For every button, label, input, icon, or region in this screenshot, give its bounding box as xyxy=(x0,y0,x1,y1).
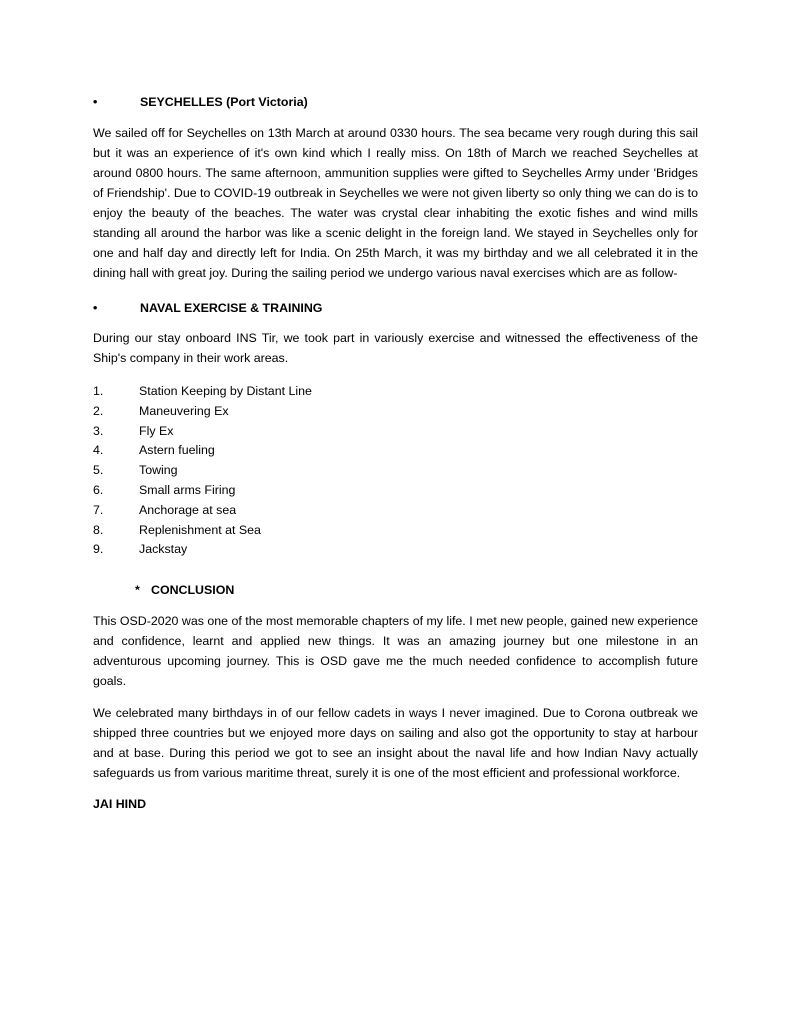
conclusion-paragraph-1: This OSD-2020 was one of the most memorable chapters of my life. I met new people, gained new experience and confidence, learnt and applied new things. It was an amazing journey but one milestone in an adventurous upcoming journey. This is OSD gave me the much needed confidence to accomplish future goals. xyxy=(93,614,698,689)
list-text: Replenishment at Sea xyxy=(139,522,261,537)
list-number: 3. xyxy=(93,423,104,438)
list-number: 1. xyxy=(93,384,104,398)
list-text: Towing xyxy=(139,463,178,478)
list-item xyxy=(93,381,698,401)
list-number: 8. xyxy=(93,522,104,537)
list-text: Maneuvering Ex xyxy=(139,403,229,418)
list-item xyxy=(93,539,698,559)
list-text: Small arms Firing xyxy=(139,482,236,497)
list-item xyxy=(93,520,698,540)
list-item xyxy=(93,401,698,421)
heading-text: NAVAL EXERCISE & TRAINING xyxy=(140,301,323,315)
list-item xyxy=(93,460,698,480)
exercise-list xyxy=(93,381,698,559)
heading-text: SEYCHELLES (Port Victoria) xyxy=(140,95,308,109)
list-number: 9. xyxy=(93,542,104,557)
bullet-icon: • xyxy=(93,95,98,109)
list-item xyxy=(93,421,698,441)
closing-line: JAI HIND xyxy=(93,797,147,812)
naval-paragraph: During our stay onboard INS Tir, we took part in variously exercise and witnessed the effectiveness of the Ship's company in their work areas. xyxy=(93,331,698,365)
section-heading-naval xyxy=(93,298,698,318)
list-item xyxy=(93,500,698,520)
list-text: Anchorage at sea xyxy=(139,502,237,517)
list-number: 6. xyxy=(93,482,104,497)
heading-text: CONCLUSION xyxy=(151,583,235,598)
list-number: 4. xyxy=(93,443,104,458)
list-number: 2. xyxy=(93,403,104,418)
section-heading-conclusion xyxy=(93,580,698,600)
asterisk-icon: * xyxy=(135,583,140,598)
list-text: Astern fueling xyxy=(139,443,215,458)
list-item xyxy=(93,480,698,500)
list-text: Station Keeping by Distant Line xyxy=(139,384,312,398)
seychelles-paragraph: We sailed off for Seychelles on 13th March at around 0330 hours. The sea became very rough during this sail but it was an experience of it's own kind which I really miss. On 18th of March we reached Seychelles at around 0800 hours. The same afternoon, ammunition supplies were gifted to Seychelles Army under 'Bridges of Friendship'. Due to COVID-19 outbreak in Seychelles we were not given liberty so only thing we can do is to enjoy the beauty of the beaches. The water was crystal clear inhabiting the exotic fishes and wind mills standing all around the harbor was like a scenic delight in the foreign land. We stayed in Seychelles only for one and half day and directly left for India. On 25th March, it was my birthday and we all celebrated it in the dining hall with great joy. During the sailing period we undergo various naval exercises which are as follow- xyxy=(93,126,698,280)
document-body xyxy=(93,92,698,814)
section-heading-seychelles xyxy=(93,92,698,112)
conclusion-paragraph-2: We celebrated many birthdays in of our fellow cadets in ways I never imagined. Due to Corona outbreak we shipped three countries but we enjoyed more days on sailing and also got the opportunity to stay at harbour and at base. During this period we got to see an insight about the naval life and how Indian Navy actually safeguards us from various maritime threat, surely it is one of the most efficient and professional workforce. xyxy=(93,706,698,781)
list-text: Jackstay xyxy=(139,542,188,557)
list-item xyxy=(93,440,698,460)
list-number: 7. xyxy=(93,502,104,517)
bullet-icon: • xyxy=(93,301,98,315)
list-text: Fly Ex xyxy=(139,423,174,438)
list-number: 5. xyxy=(93,463,104,478)
